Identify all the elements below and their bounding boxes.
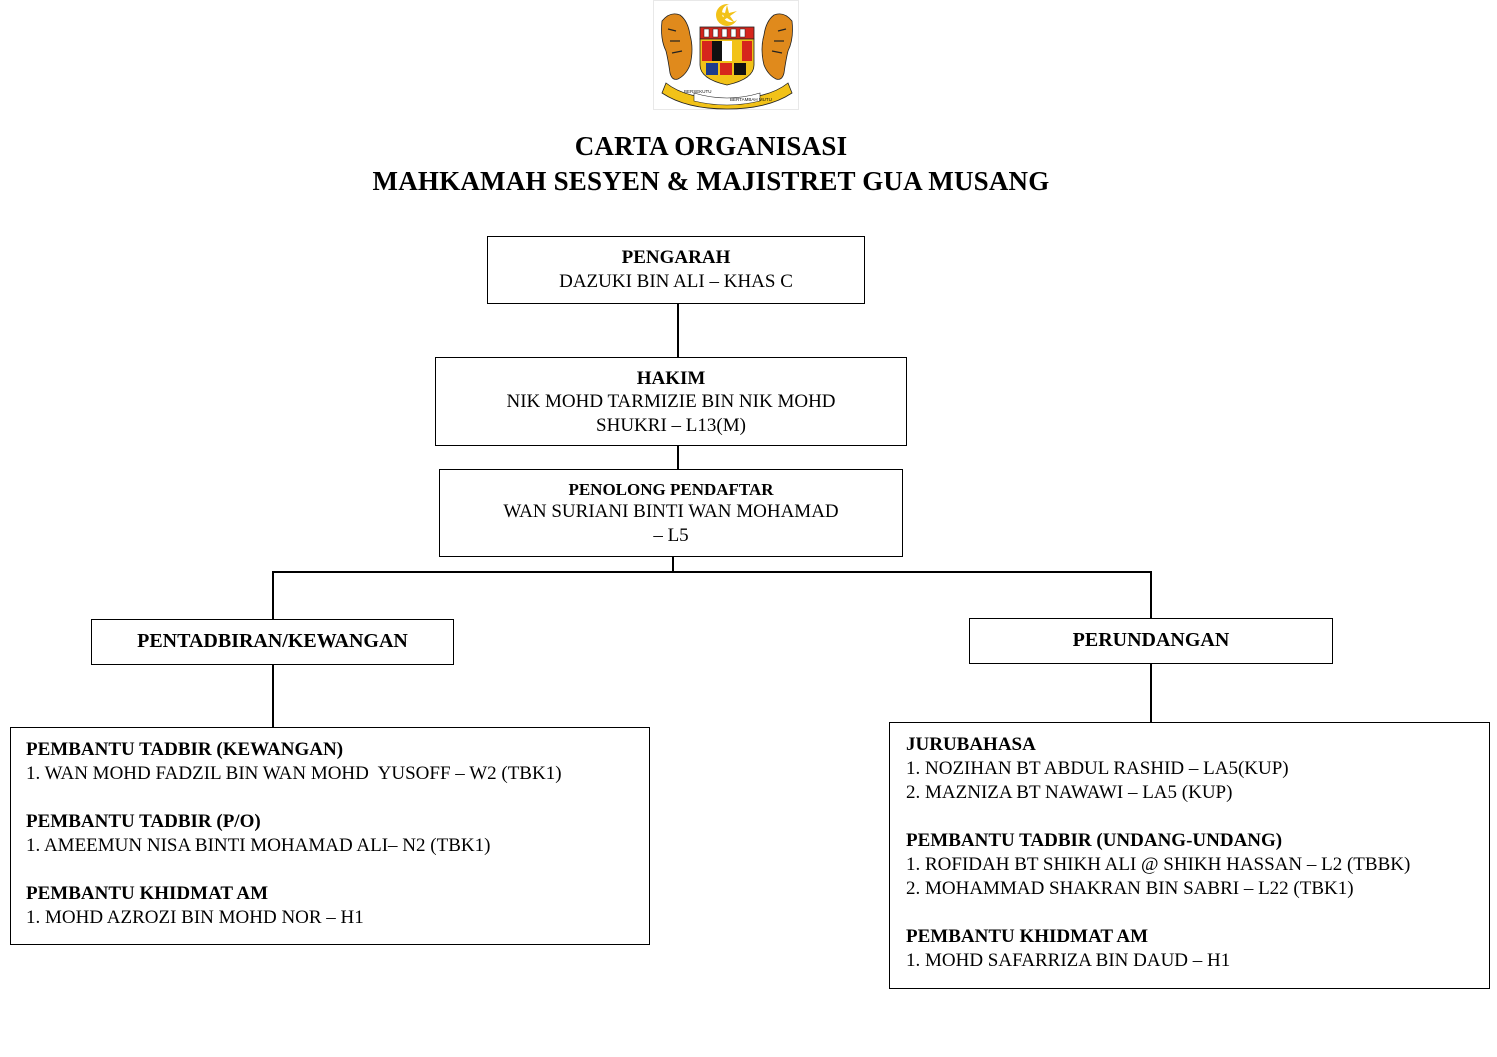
penolong-name-line1: WAN SURIANI BINTI WAN MOHAMAD bbox=[503, 501, 839, 522]
perundangan-label: PERUNDANGAN bbox=[1072, 629, 1230, 651]
pengarah-role: PENGARAH bbox=[621, 247, 731, 268]
pentadbiran-section-title: PEMBANTU TADBIR (KEWANGAN) bbox=[26, 739, 344, 760]
perundangan-staff-item: 1. ROFIDAH BT SHIKH ALI @ SHIKH HASSAN – L2 (TBBK) bbox=[906, 854, 1411, 875]
pengarah-box bbox=[487, 236, 865, 304]
pentadbiran-staff-box bbox=[10, 727, 650, 945]
pentadbiran-staff-item: 1. AMEEMUN NISA BINTI MOHAMAD ALI– N2 (TBK1) bbox=[26, 835, 491, 856]
motto-right-text: BERTAMBAH MUTU bbox=[730, 97, 772, 102]
connector-pengarah-hakim bbox=[677, 303, 679, 357]
connector-perundangan-staff bbox=[1150, 663, 1152, 723]
hakim-box bbox=[435, 357, 907, 446]
connector-pentadbiran-staff bbox=[272, 664, 274, 728]
pentadbiran-section-title: PEMBANTU KHIDMAT AM bbox=[26, 883, 269, 904]
connector-branch-perundangan bbox=[1150, 571, 1152, 619]
motto-left-text: BERSEKUTU bbox=[684, 89, 712, 94]
chart-title-line1: CARTA ORGANISASI bbox=[574, 131, 848, 161]
penolong-pendaftar-box bbox=[439, 469, 903, 557]
connector-horizontal-branch bbox=[272, 571, 1152, 573]
perundangan-staff-item: 1. NOZIHAN BT ABDUL RASHID – LA5(KUP) bbox=[906, 758, 1289, 779]
penolong-role: PENOLONG PENDAFTAR bbox=[568, 480, 774, 499]
pentadbiran-staff-item: 1. WAN MOHD FADZIL BIN WAN MOHD YUSOFF – W2 (TBK1) bbox=[26, 763, 562, 784]
coat-of-arms-logo bbox=[653, 0, 799, 110]
connector-penolong-branch bbox=[672, 556, 674, 571]
chart-title-line2: MAHKAMAH SESYEN & MAJISTRET GUA MUSANG bbox=[372, 166, 1050, 196]
connector-hakim-penolong bbox=[677, 445, 679, 470]
perundangan-section-title: PEMBANTU TADBIR (UNDANG-UNDANG) bbox=[906, 830, 1283, 851]
hakim-name-line1: NIK MOHD TARMIZIE BIN NIK MOHD bbox=[506, 391, 836, 412]
perundangan-staff-item: 2. MAZNIZA BT NAWAWI – LA5 (KUP) bbox=[906, 782, 1233, 803]
pentadbiran-box bbox=[91, 619, 454, 665]
perundangan-staff-item: 2. MOHAMMAD SHAKRAN BIN SABRI – L22 (TBK1) bbox=[906, 878, 1354, 899]
perundangan-staff-box bbox=[889, 722, 1490, 989]
perundangan-box bbox=[969, 618, 1333, 664]
perundangan-section-title: PEMBANTU KHIDMAT AM bbox=[906, 926, 1149, 947]
hakim-name-line2: SHUKRI – L13(M) bbox=[596, 415, 746, 436]
coat-of-arms-image bbox=[654, 1, 800, 111]
perundangan-section-title: JURUBAHASA bbox=[906, 734, 1036, 755]
hakim-role: HAKIM bbox=[636, 368, 706, 389]
penolong-name-line2: – L5 bbox=[653, 525, 689, 546]
pentadbiran-label: PENTADBIRAN/KEWANGAN bbox=[137, 630, 408, 652]
pentadbiran-section-title: PEMBANTU TADBIR (P/O) bbox=[26, 811, 261, 832]
pengarah-name: DAZUKI BIN ALI – KHAS C bbox=[559, 271, 793, 292]
connector-branch-pentadbiran bbox=[272, 571, 274, 620]
pentadbiran-staff-item: 1. MOHD AZROZI BIN MOHD NOR – H1 bbox=[26, 907, 364, 928]
perundangan-staff-item: 1. MOHD SAFARRIZA BIN DAUD – H1 bbox=[906, 950, 1231, 971]
